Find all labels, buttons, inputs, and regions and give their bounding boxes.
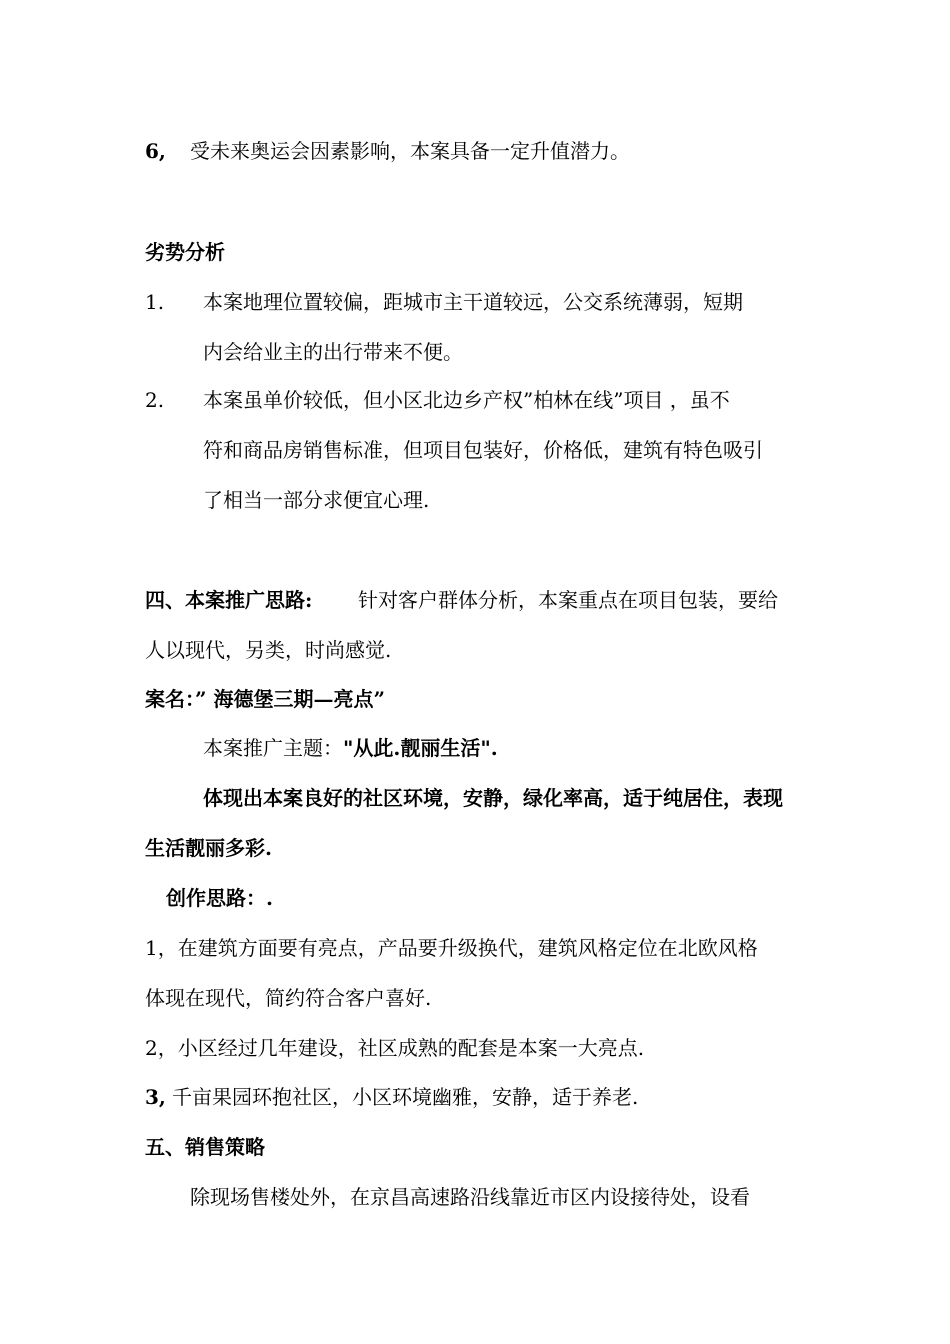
theme-line xyxy=(203,738,498,758)
embody-line-1: 体现出本案良好的社区环境，安静，绿化率高，适于纯居住，表现 xyxy=(203,786,783,810)
weakness-item-2-line-1: 本案虽单价较低，但小区北边乡产权”柏林在线”项目 ，虽不 xyxy=(203,388,730,412)
item-6-text: 受未来奥运会因素影响，本案具备一定升值潜力。 xyxy=(190,139,630,163)
weakness-item-1-line-1: 本案地理位置较偏，距城市主干道较远，公交系统薄弱，短期 xyxy=(203,290,743,314)
weakness-item-1-number: 1. xyxy=(145,290,165,314)
creative-line-3: 2，小区经过几年建设，社区成熟的配套是本案一大亮点. xyxy=(145,1036,645,1060)
promotion-heading: 四、本案推广思路: xyxy=(145,588,313,612)
weakness-item-2-line-2: 符和商品房销售标准，但项目包装好，价格低，建筑有特色吸引 xyxy=(203,438,763,462)
promotion-text-line-1: 针对客户群体分析，本案重点在项目包装，要给 xyxy=(358,588,778,612)
creative-item-3-number: 3, xyxy=(145,1085,166,1109)
creative-heading: 创作思路：. xyxy=(166,886,273,910)
theme-value: "从此.靓丽生活". xyxy=(343,736,498,760)
theme-label: 本案推广主题： xyxy=(203,736,343,760)
weakness-heading: 劣势分析 xyxy=(145,240,225,264)
promotion-text-line-2: 人以现代，另类，时尚感觉. xyxy=(145,638,392,662)
embody-line-2: 生活靓丽多彩. xyxy=(145,836,272,860)
sales-heading: 五、销售策略 xyxy=(145,1135,265,1159)
creative-line-2: 体现在现代，简约符合客户喜好. xyxy=(145,986,432,1010)
sales-text: 除现场售楼处外，在京昌高速路沿线靠近市区内设接待处，设看 xyxy=(190,1185,750,1209)
case-name: 案名：” 海德堡三期—亮点” xyxy=(145,687,385,711)
weakness-item-2-line-3: 了相当一部分求便宜心理. xyxy=(203,488,430,512)
weakness-item-1-line-2: 内会给业主的出行带来不便。 xyxy=(203,340,463,364)
creative-item-3-text: 千亩果园环抱社区，小区环境幽雅，安静，适于养老. xyxy=(172,1085,639,1109)
weakness-item-2-number: 2. xyxy=(145,388,165,412)
item-6-number: 6, xyxy=(145,139,166,163)
creative-line-1: 1，在建筑方面要有亮点，产品要升级换代，建筑风格定位在北欧风格 xyxy=(145,936,758,960)
